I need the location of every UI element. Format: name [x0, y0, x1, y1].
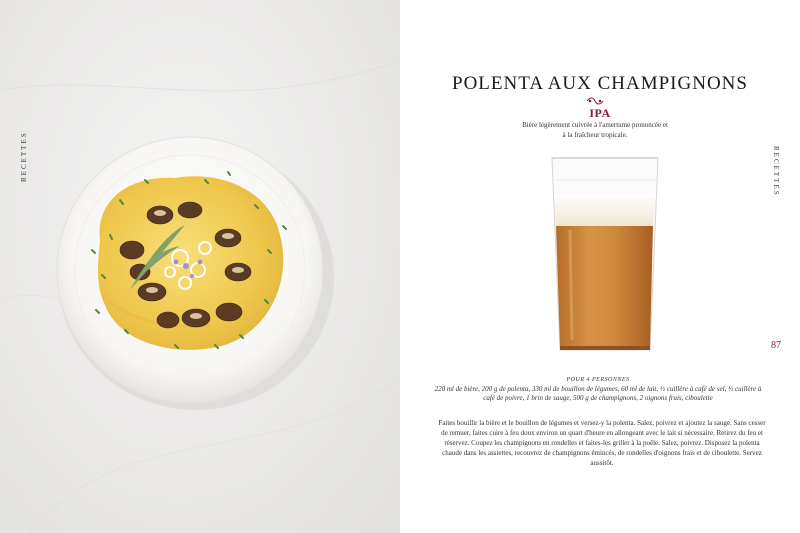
method-text: Faites bouillir la bière et le bouillon de légumes et versez-y la polenta. Salez, poivrez et ajoutez la sauge. Sans cesser de remuer, faites cuire à feu doux environ un quart d'heure en allongeant avec le lait si nécessaire. Retirez du feu et réservez. Coupez les champignons en rondelles et faites-les griller à la poêle. Salez, poivrez. Disposez la polenta chaude dans les assiettes, recouvrez de champignons émincés, de rondelles d'oignons frais et de ciboulette. Servez aussitôt. [438, 419, 766, 467]
ornament-icon [585, 97, 605, 105]
section-label-left: RECETTES [20, 131, 28, 182]
section-label-right: RECETTES [772, 146, 780, 197]
page-number: 87 [771, 340, 781, 351]
recipe-title: POLENTA AUX CHAMPIGNONS [452, 73, 748, 94]
beer-style: IPA [589, 106, 611, 120]
beer-description: Bière légèrement cuivrée à l'amertume prononcée et à la fraîcheur tropicale. [522, 121, 668, 139]
ipa-beer-glass-photo [540, 150, 670, 365]
ingredients-list: 220 ml de bière, 200 g de polenta, 330 ml de bouillon de légumes, 60 ml de lait, ½ cuillère à café de sel, ½ cuillère à café de poivre, 1 brin de sauge, 500 g de champignons, 2 oignons frais, ciboulette [434, 385, 762, 402]
recipe-block [428, 376, 768, 403]
serves-line: POUR 4 PERSONNES [566, 377, 630, 383]
